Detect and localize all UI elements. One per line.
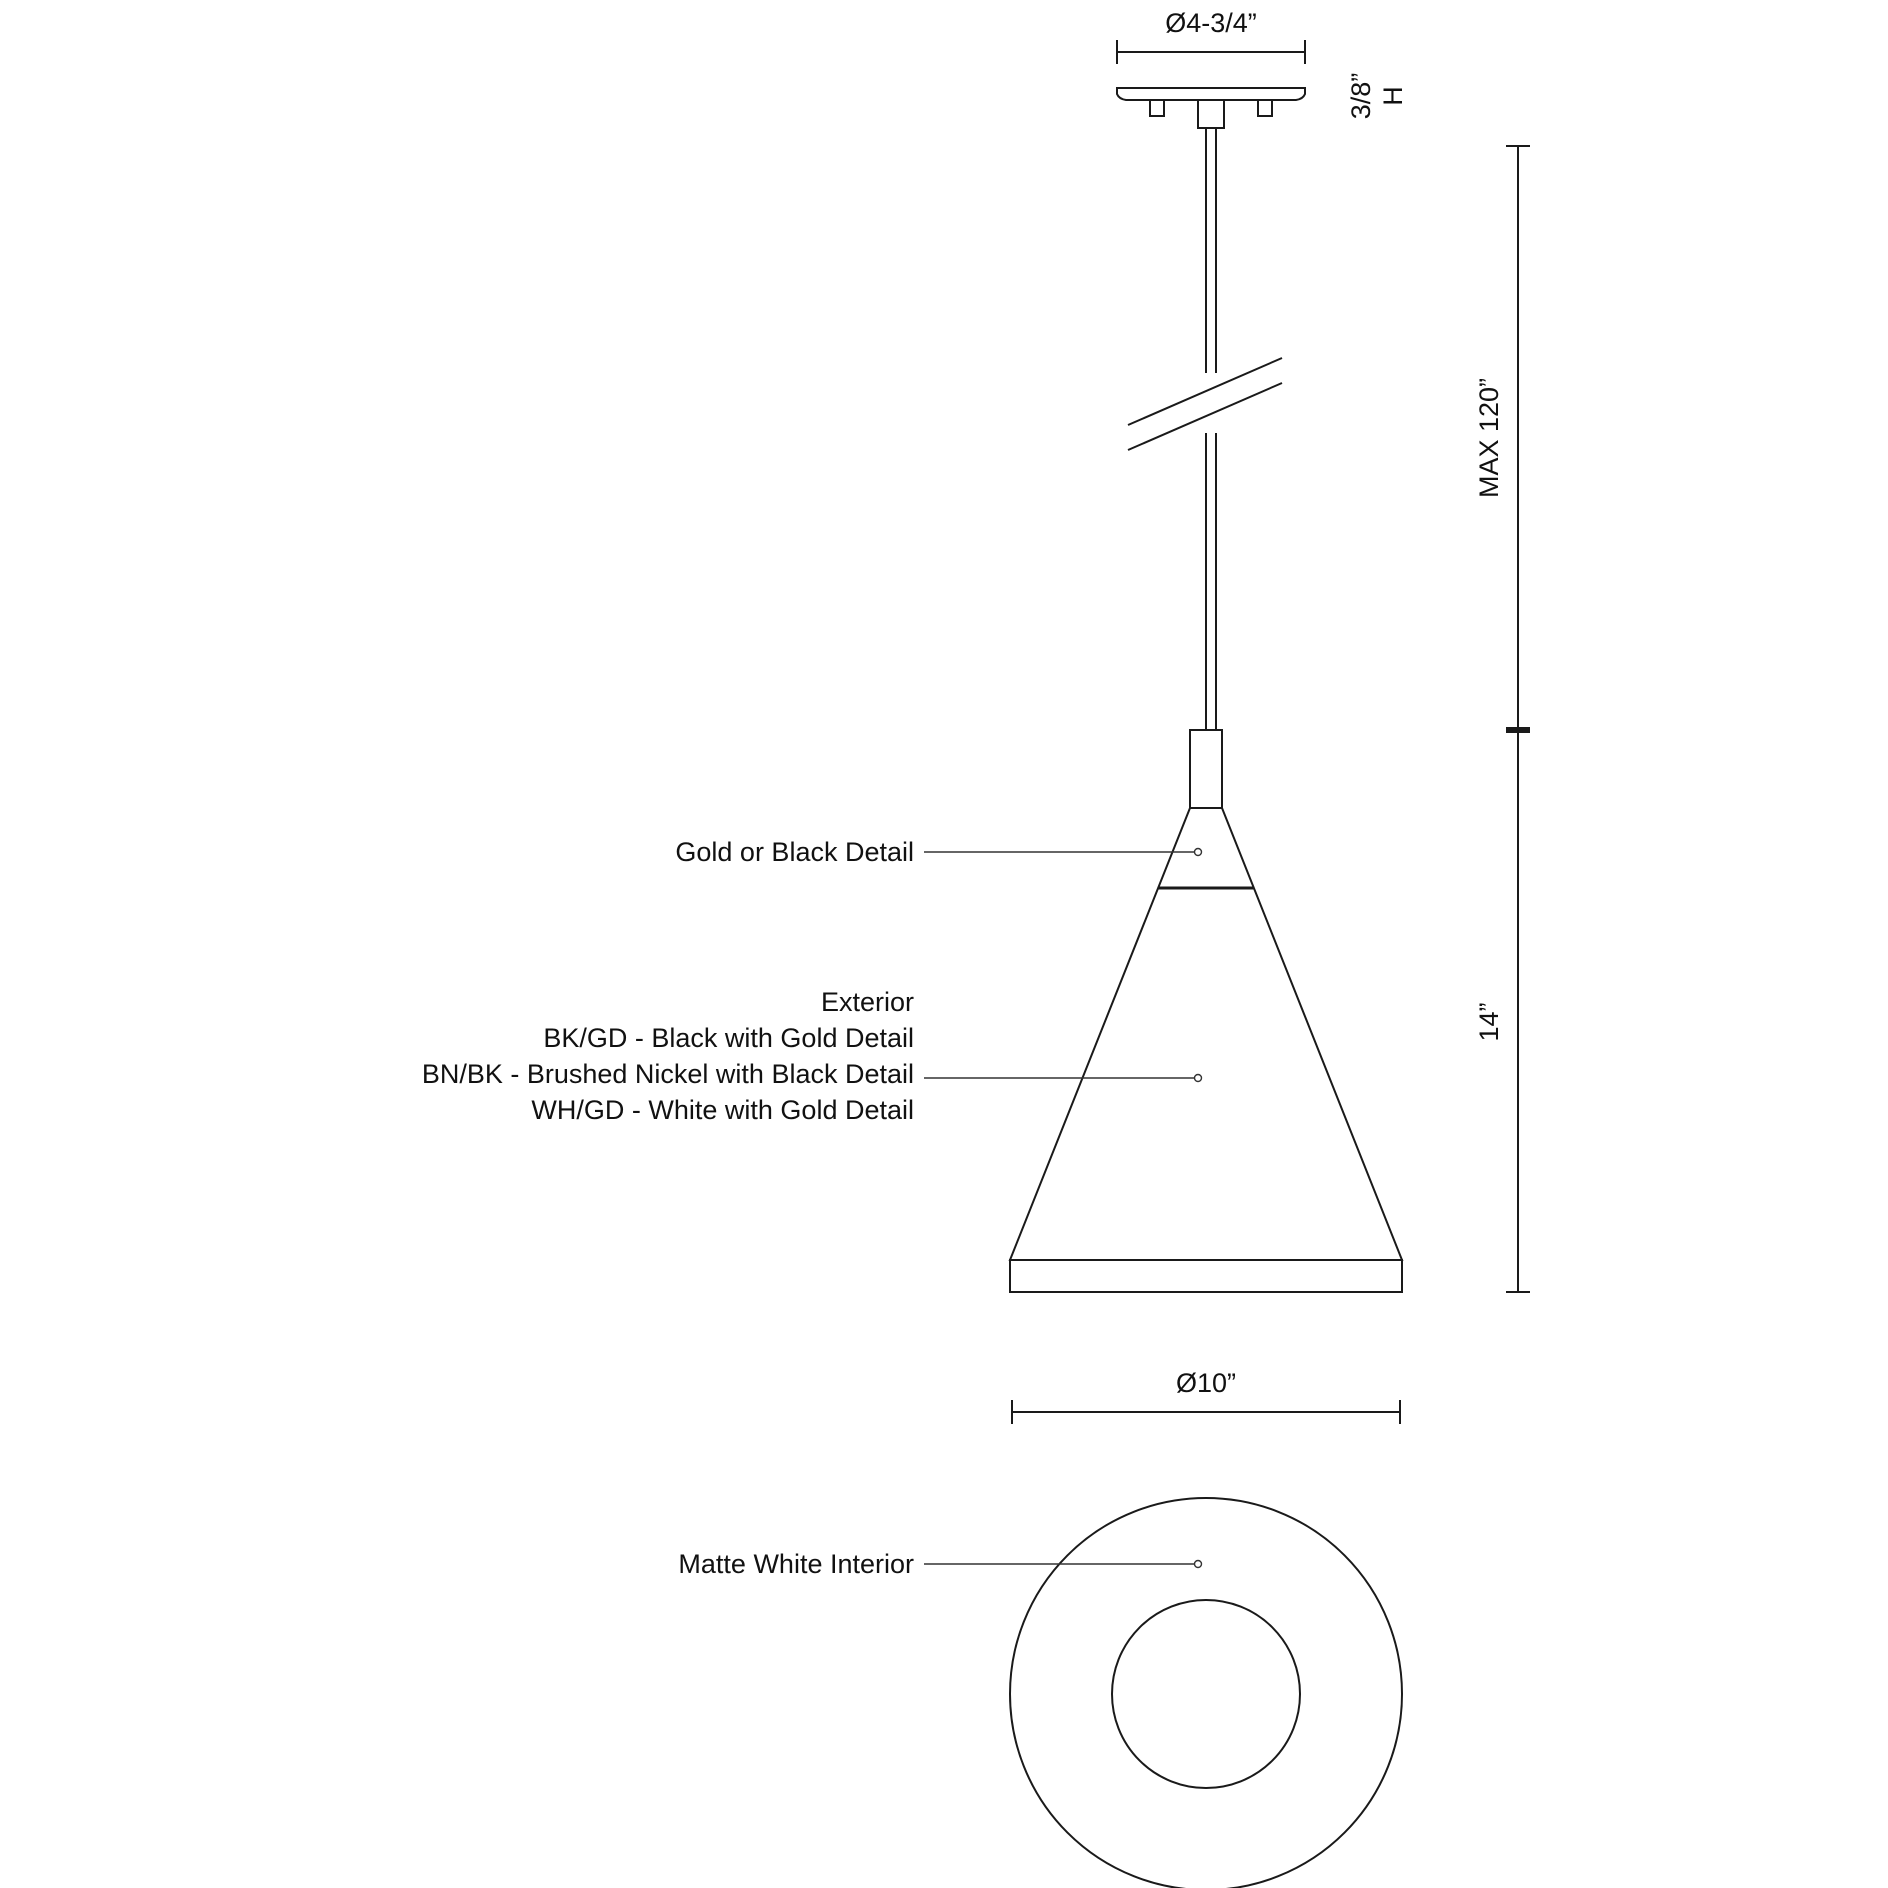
canopy — [1117, 88, 1305, 128]
callout-interior-label: Matte White Interior — [678, 1549, 914, 1579]
canopy-width-dimension — [1117, 8, 1305, 64]
canopy-height-unit: H — [1378, 86, 1408, 106]
max-length-label: MAX 120” — [1474, 377, 1504, 499]
callout-interior — [678, 1549, 1201, 1579]
canopy-diameter-label: Ø4-3/4” — [1165, 8, 1257, 38]
exterior-title: Exterior — [820, 987, 914, 1017]
exterior-option-whgd: WH/GD - White with Gold Detail — [531, 1095, 914, 1125]
exterior-option-bkgd: BK/GD - Black with Gold Detail — [543, 1023, 914, 1053]
suspension-rod — [1128, 128, 1282, 730]
canopy-height-dimension — [1346, 73, 1408, 120]
cone-shade — [1010, 808, 1402, 1292]
bottom-view — [1010, 1498, 1402, 1888]
callout-detail-label: Gold or Black Detail — [675, 837, 914, 867]
canopy-height-value: 3/8” — [1346, 72, 1376, 120]
shade-height-label: 14” — [1474, 1002, 1504, 1042]
height-dimensions — [1474, 146, 1530, 1292]
shade-width-dimension — [1012, 1368, 1400, 1424]
shade-rim — [1010, 1260, 1402, 1292]
callout-detail — [675, 837, 1201, 867]
socket-collar — [1190, 730, 1222, 808]
exterior-option-bnbk: BN/BK - Brushed Nickel with Black Detail — [421, 1059, 914, 1089]
shade-diameter-label: Ø10” — [1175, 1368, 1237, 1398]
